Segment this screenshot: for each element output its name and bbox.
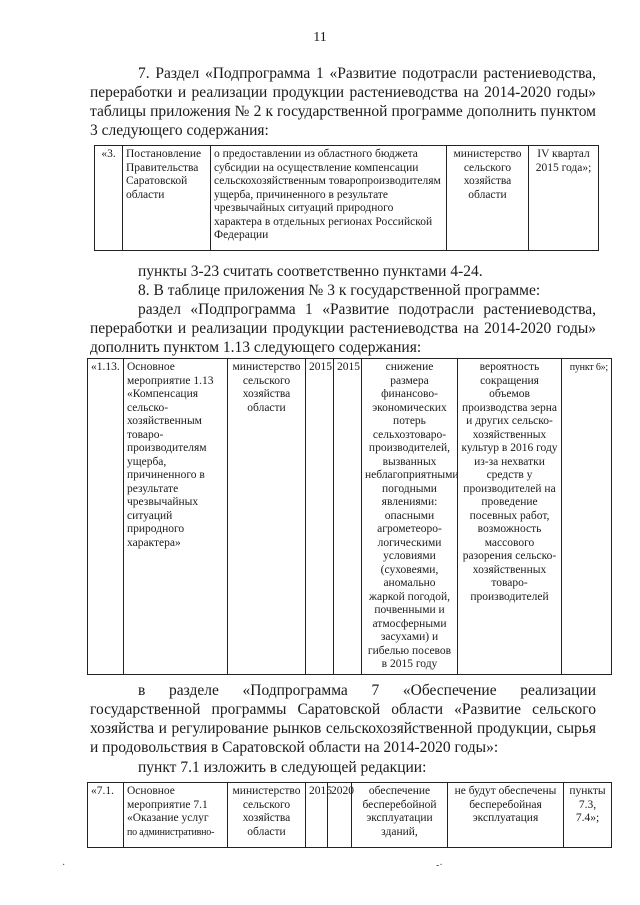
table-row xyxy=(95,146,599,251)
cell-end-year: 2015 xyxy=(334,359,362,675)
cell-link: пункт 6»; xyxy=(562,359,612,675)
cell-executor: министерство сельского хозяйства области xyxy=(447,146,529,251)
cell-start-year: 2015 xyxy=(306,783,328,848)
cell-executor: министерство сельского хозяйства области xyxy=(228,783,306,848)
cell-number: «7.1. xyxy=(88,783,124,848)
cell-name-cont: по административно- xyxy=(127,826,215,838)
cell-start-year: 2015 xyxy=(306,359,334,675)
paragraph-7-text: 7. Раздел «Подпрограмма 1 «Развитие подотрасли растениеводства, переработки и реализации продукции растениеводства на 2014-2020 годы» таблицы приложения № 2 к государственной программе дополнить пунктом 3 следующего содержания: xyxy=(90,65,596,139)
page-number: 11 xyxy=(313,30,327,45)
table-annex3-item71 xyxy=(87,782,612,848)
scan-mark-left: · xyxy=(62,860,66,871)
cell-number: «3. xyxy=(95,146,123,251)
cell-term: IV квартал 2015 года»; xyxy=(529,146,599,251)
cell-document: Постановление Правительства Саратовской области xyxy=(123,146,211,251)
scan-mark-right: -· xyxy=(436,860,443,871)
cell-consequence: вероятность сокращения объемов производства зерна и других сельско-хозяйственных культур в 2016 году из-за нехватки средств у производителей на проведение посевных работ, возможность массового разорения сельско-хозяйственных товаро-производителей xyxy=(458,359,562,675)
cell-subject: о предоставлении из областного бюджета субсидии на осуществление компенсации сельскохозяйственным товаропроизводителям ущерба, причиненного в результате чрезвычайных ситуаций природного характера в отдельных регионах Российской Федерации xyxy=(211,146,447,251)
paragraph-8-section xyxy=(90,300,596,357)
paragraph-7-1: пункт 7.1 изложить в следующей редакции: xyxy=(138,759,427,776)
cell-link: пункты 7.3, 7.4»; xyxy=(564,783,612,848)
renumber-note: пункты 3-23 считать соответственно пунктами 4-24. xyxy=(138,263,483,280)
paragraph-8: 8. В таблице приложения № 3 к государственной программе: xyxy=(138,282,541,299)
paragraph-7 xyxy=(90,64,596,140)
table-row xyxy=(88,359,612,675)
cell-end-year: 2020 xyxy=(328,783,352,848)
cell-result: обеспечение бесперебойной эксплуатации зданий, xyxy=(352,783,448,848)
cell-name: Основное мероприятие 1.13 «Компенсация сельско-хозяйственным товаро-производителям ущерба, причиненного в результате чрезвычайных ситуаций природного характера» xyxy=(124,359,228,675)
cell-result: снижение размера финансово-экономических потерь сельхозтоваро-производителей, вызванных неблагоприятными погодными явлениями: опасными агрометеоро-логическими условиями (суховеями, аномально жаркой погодой, почвенными и атмосферными засухами) и гибелью посевов в 2015 году xyxy=(362,359,458,675)
paragraph-8-section-text: раздел «Подпрограмма 1 «Развитие подотрасли растениеводства, переработки и реализации продукции растениеводства на 2014-2020 годы» дополнить пунктом 1.13 следующего содержания: xyxy=(90,301,596,356)
paragraph-section-7 xyxy=(90,681,596,757)
cell-name xyxy=(124,783,228,848)
paragraph-section-7-text: в разделе «Подпрограмма 7 «Обеспечение реализации государственной программы Саратовской области «Развитие сельского хозяйства и регулирование рынков сельскохозяйственной продукции, сырья и продовольствия в Саратовской области на 2014-2020 годы»: xyxy=(90,682,596,756)
cell-consequence: не будут обеспечены бесперебойная эксплуатация xyxy=(448,783,564,848)
cell-name-main: Основное мероприятие 7.1 «Оказание услуг xyxy=(127,785,209,824)
table-annex2-item3 xyxy=(94,145,599,251)
cell-number: «1.13. xyxy=(88,359,124,675)
cell-executor: министерство сельского хозяйства области xyxy=(228,359,306,675)
table-annex3-item113 xyxy=(87,358,612,675)
table-row xyxy=(88,783,612,848)
